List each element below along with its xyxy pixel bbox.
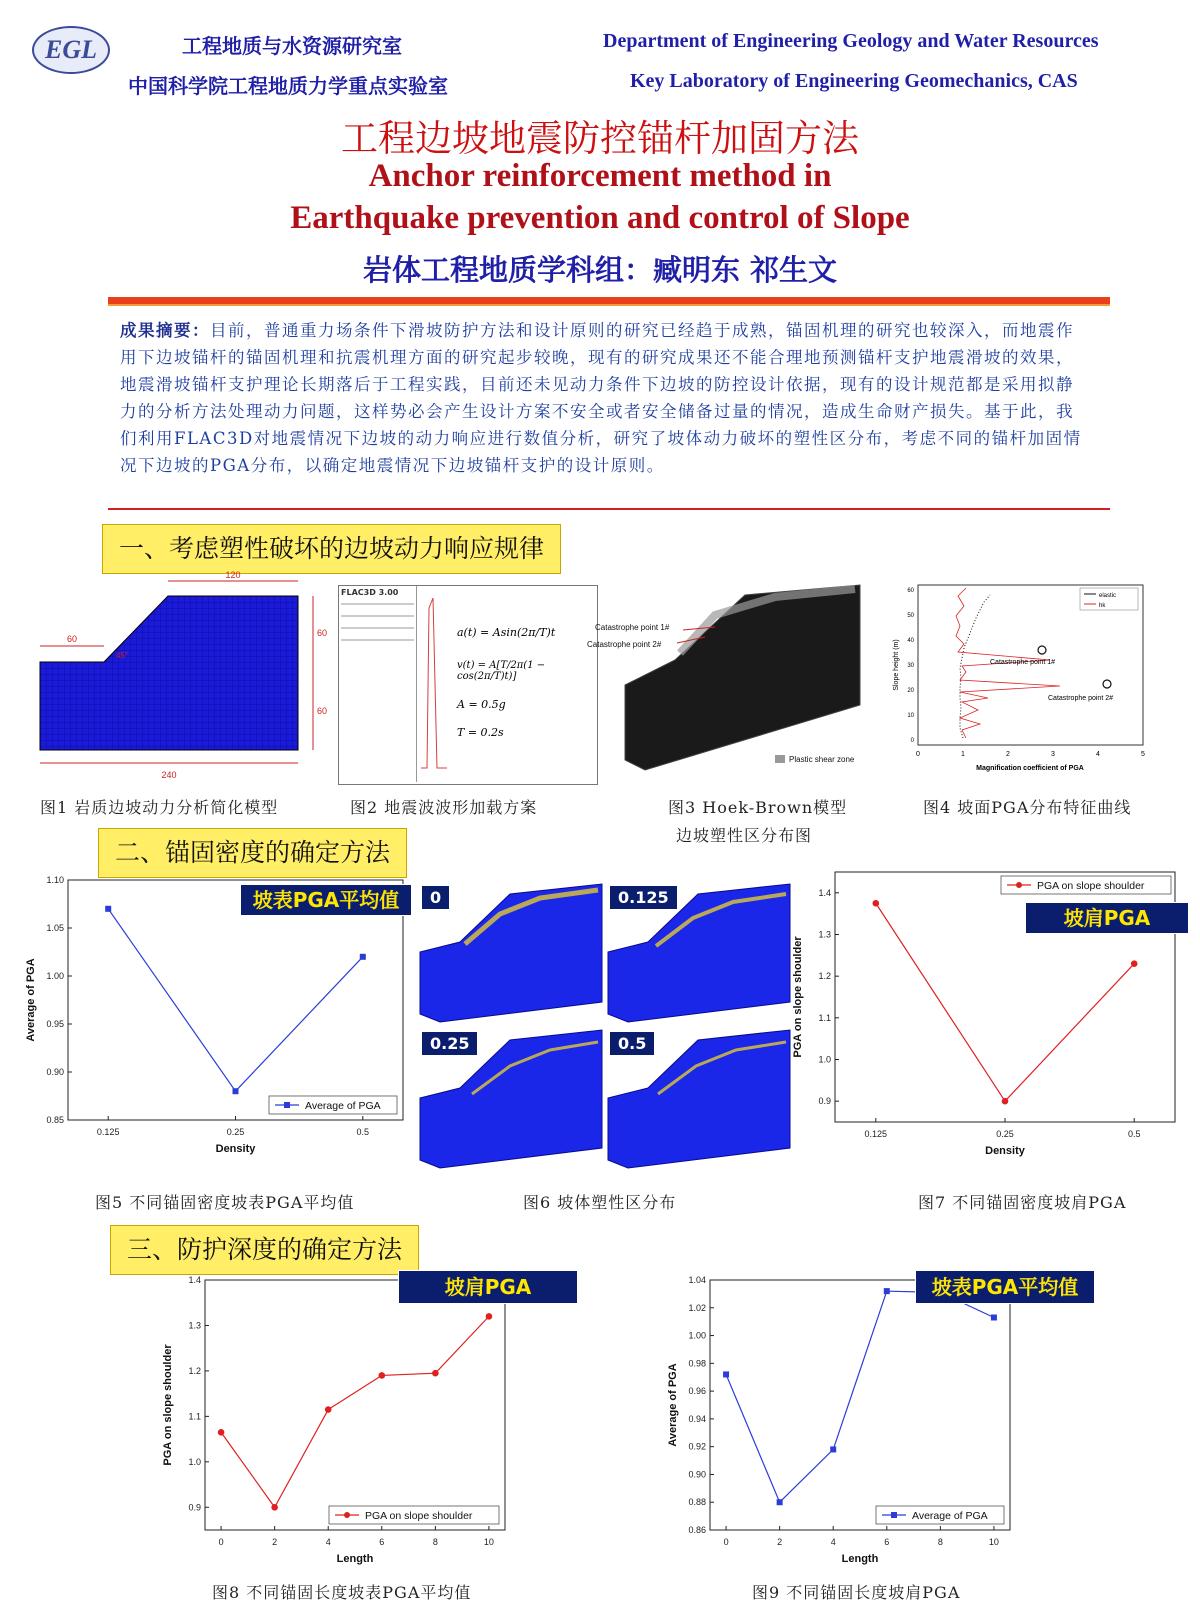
fig8-point-4 bbox=[432, 1370, 439, 1377]
fig8-ytick-1: 1.0 bbox=[188, 1456, 201, 1467]
fig6-panels bbox=[420, 884, 790, 1169]
fig2-formula-4: T = 0.2s bbox=[457, 726, 504, 739]
fig7-legend-label: PGA on slope shoulder bbox=[1037, 880, 1145, 892]
fig8-point-2 bbox=[325, 1406, 332, 1413]
fig9-legend-marker bbox=[891, 1512, 897, 1518]
fig9-ytick-1: 0.88 bbox=[688, 1497, 706, 1508]
fig3-caption-1: 图3 Hoek-Brown模型 bbox=[668, 798, 848, 817]
fig9-ytick-5: 0.96 bbox=[688, 1386, 706, 1397]
fig3-legend: Plastic shear zone bbox=[789, 755, 855, 764]
fig2-wave-panel bbox=[338, 585, 598, 785]
fig7-xtick-0: 0.125 bbox=[864, 1129, 888, 1139]
fig5-ytick-3: 1.00 bbox=[46, 971, 64, 981]
fig5-chart bbox=[20, 875, 415, 1170]
section-2-heading: 二、锚固密度的确定方法 bbox=[98, 828, 407, 878]
fig8-legend-label: PGA on slope shoulder bbox=[365, 1510, 473, 1522]
fig2-caption: 图2 地震波波形加载方案 bbox=[350, 798, 538, 817]
fig9-caption: 图9 不同锚固长度坡肩PGA bbox=[752, 1583, 961, 1602]
fig8-xtick-3: 6 bbox=[379, 1537, 385, 1547]
fig8-ytick-3: 1.2 bbox=[188, 1365, 201, 1376]
fig5-legend-label: Average of PGA bbox=[305, 1100, 381, 1112]
fig5-plot-frame bbox=[68, 880, 403, 1120]
fig8-ytick-2: 1.1 bbox=[188, 1411, 201, 1422]
fig9-ytick-4: 0.94 bbox=[688, 1413, 706, 1424]
fig8-ytick-5: 1.4 bbox=[188, 1275, 201, 1285]
fig8-point-1 bbox=[271, 1504, 278, 1511]
fig7-point-1 bbox=[1002, 1098, 1009, 1105]
fig8-badge: 坡肩PGA bbox=[398, 1270, 578, 1304]
fig2-formula-2: v(t) = A[T/2π(1 − cos(2π/T)t)] bbox=[457, 660, 546, 682]
title-en-line-1: Anchor reinforcement method in bbox=[368, 158, 832, 194]
fig4-legend-2: hk bbox=[1099, 603, 1106, 609]
fig2-formula-1: a(t) = Asin(2π/T)t bbox=[457, 626, 556, 639]
section-1-heading: 一、考虑塑性破坏的边坡动力响应规律 bbox=[102, 524, 561, 574]
fig5-legend-marker bbox=[284, 1102, 290, 1108]
fig1-dim-right-top: 60 bbox=[316, 628, 328, 638]
fig3-label-2: Catastrophe point 1# bbox=[595, 623, 670, 632]
fig9-xtick-4: 8 bbox=[937, 1537, 943, 1547]
fig4-xtick-4: 4 bbox=[1096, 751, 1100, 758]
fig7-ytick-4: 1.3 bbox=[818, 929, 831, 940]
fig9-xtick-1: 2 bbox=[777, 1537, 783, 1547]
fig8-chart-container bbox=[162, 1270, 585, 1580]
fig5-ytick-0: 0.85 bbox=[46, 1115, 64, 1125]
fig8-xtick-1: 2 bbox=[272, 1537, 278, 1547]
fig5-point-1 bbox=[233, 1088, 239, 1094]
fig6-label-3: 0.5 bbox=[610, 1032, 654, 1055]
fig4-legend-1: elastic bbox=[1099, 593, 1117, 599]
fig9-point-1 bbox=[777, 1499, 783, 1505]
fig1-dim-bottom: 240 bbox=[161, 770, 177, 780]
fig5-ytick-4: 1.05 bbox=[46, 923, 64, 933]
fig6-label-0: 0 bbox=[422, 886, 449, 909]
fig5-ylabel: Average of PGA bbox=[25, 958, 37, 1042]
fig9-ytick-3: 0.92 bbox=[688, 1441, 706, 1452]
fig1-slope-model bbox=[28, 570, 328, 788]
abstract-text: 目前，普通重力场条件下滑坡防护方法和设计原则的研究已经趋于成熟，锚固机理的研究也较深入，而地震作用下边坡锚杆的锚固机理和抗震机理方面的研究起步较晚，现有的研究成果还不能合理地预测锚杆支护地震滑坡的效果，地震滑坡锚杆支护理论长期落后于工程实践，目前还未见动力条件下边坡的防控设计依据，现有的设计规范都是采用拟静力的分析方法处理动力问题，这样势必会产生设计方案不安全或者安全储备过量的情况，造成生命财产损失。基于此，我们利用FLAC3D对地震情况下边坡的动力响应进行数值分析，研究了坡体动力破坏的塑性区分布，考虑不同的锚杆加固情况下边坡的PGA分布，以确定地震情况下边坡锚杆支护的设计原则。 bbox=[120, 321, 1082, 475]
fig9-chart bbox=[665, 1270, 1095, 1580]
fig4-ytick-3: 30 bbox=[907, 663, 914, 669]
fig9-ytick-6: 0.98 bbox=[688, 1358, 706, 1369]
fig8-xtick-5: 10 bbox=[483, 1537, 494, 1547]
fig8-legend-marker bbox=[344, 1512, 350, 1518]
fig6-caption: 图6 坡体塑性区分布 bbox=[523, 1193, 677, 1212]
fig6-label-1: 0.125 bbox=[610, 886, 677, 909]
fig3-caption-2: 边坡塑性区分布图 bbox=[676, 826, 813, 845]
fig5-point-2 bbox=[360, 954, 366, 960]
fig9-ytick-2: 0.90 bbox=[688, 1469, 706, 1480]
fig9-xtick-2: 4 bbox=[830, 1537, 836, 1547]
fig8-xtick-4: 8 bbox=[432, 1537, 438, 1547]
fig8-ylabel: PGA on slope shoulder bbox=[162, 1344, 174, 1466]
fig9-xtick-5: 10 bbox=[988, 1537, 999, 1547]
fig9-xtick-0: 0 bbox=[723, 1537, 729, 1547]
title-en-line-2: Earthquake prevention and control of Slope bbox=[290, 200, 910, 236]
fig4-ytick-2: 20 bbox=[907, 688, 914, 694]
fig7-caption: 图7 不同锚固密度坡肩PGA bbox=[918, 1193, 1127, 1212]
fig4-ytick-5: 50 bbox=[907, 613, 914, 619]
fig1-dim-angle: 45° bbox=[116, 651, 129, 660]
fig5-xtick-2: 0.5 bbox=[356, 1127, 370, 1137]
fig1-dim-left: 60 bbox=[66, 634, 78, 644]
fig9-plot-frame bbox=[710, 1280, 1010, 1530]
fig9-ylabel: Average of PGA bbox=[667, 1363, 679, 1447]
fig4-xtick-0: 0 bbox=[916, 751, 920, 758]
abstract-label: 成果摘要： bbox=[120, 321, 210, 340]
abstract-divider bbox=[108, 508, 1110, 510]
fig4-ytick-6: 60 bbox=[907, 588, 914, 594]
fig9-ytick-9: 1.04 bbox=[688, 1275, 706, 1285]
fig4-xtick-2: 2 bbox=[1006, 751, 1010, 758]
fig5-xtick-0: 0.125 bbox=[96, 1127, 120, 1137]
fig5-xtick-1: 0.25 bbox=[226, 1127, 245, 1137]
section-3-heading: 三、防护深度的确定方法 bbox=[110, 1225, 419, 1275]
fig7-point-0 bbox=[873, 900, 880, 907]
fig4-xtick-3: 3 bbox=[1051, 751, 1055, 758]
fig2-info-box bbox=[339, 586, 417, 782]
fig9-ytick-7: 1.00 bbox=[688, 1330, 706, 1341]
fig8-ytick-0: 0.9 bbox=[188, 1502, 201, 1513]
fig2-wave-plot bbox=[419, 588, 449, 778]
fig6-label-2: 0.25 bbox=[422, 1032, 477, 1055]
fig4-xtick-1: 1 bbox=[961, 751, 965, 758]
fig7-ytick-3: 1.2 bbox=[818, 971, 831, 982]
fig8-point-3 bbox=[378, 1372, 385, 1379]
fig1-dim-right-bottom: 60 bbox=[316, 706, 328, 716]
fig8-point-0 bbox=[218, 1429, 225, 1436]
fig8-xlabel: Length bbox=[336, 1553, 374, 1565]
fig9-chart-container bbox=[665, 1270, 1095, 1580]
fig7-ytick-1: 1.0 bbox=[818, 1054, 831, 1065]
fig9-point-0 bbox=[723, 1371, 729, 1377]
fig8-plot-frame bbox=[205, 1280, 505, 1530]
fig5-badge: 坡表PGA平均值 bbox=[240, 884, 412, 916]
fig4-ytick-1: 10 bbox=[907, 713, 914, 719]
fig4-label-2: Catastrophe point 1# bbox=[990, 659, 1055, 666]
fig5-ytick-2: 0.95 bbox=[46, 1019, 64, 1029]
fig5-ytick-5: 1.10 bbox=[46, 875, 64, 885]
fig7-xtick-1: 0.25 bbox=[996, 1129, 1014, 1139]
title-divider bbox=[108, 297, 1110, 306]
fig1-caption: 图1 岩质边坡动力分析简化模型 bbox=[40, 798, 279, 817]
fig9-ytick-8: 1.02 bbox=[688, 1302, 706, 1313]
fig9-point-3 bbox=[884, 1288, 890, 1294]
fig5-caption: 图5 不同锚固密度坡表PGA平均值 bbox=[95, 1193, 355, 1212]
fig7-legend-marker bbox=[1016, 882, 1022, 888]
fig5-ytick-1: 0.90 bbox=[46, 1067, 64, 1077]
fig9-badge: 坡表PGA平均值 bbox=[915, 1270, 1095, 1304]
fig5-point-0 bbox=[105, 906, 111, 912]
fig9-point-2 bbox=[830, 1446, 836, 1452]
fig8-xtick-0: 0 bbox=[218, 1537, 224, 1547]
lab-name-cn-1: 工程地质与水资源研究室 bbox=[182, 34, 402, 58]
fig1-dim-top: 120 bbox=[225, 570, 241, 580]
authors: 岩体工程地质学科组：臧明东 祁生文 bbox=[362, 253, 838, 287]
title-cn: 工程边坡地震防控锚杆加固方法 bbox=[341, 117, 859, 160]
fig4-label-1: Catastrophe point 2# bbox=[1048, 695, 1113, 702]
fig9-xtick-3: 6 bbox=[884, 1537, 890, 1547]
fig8-ytick-4: 1.3 bbox=[188, 1320, 201, 1331]
fig4-ytick-0: 0 bbox=[910, 738, 914, 744]
fig7-xlabel: Density bbox=[985, 1145, 1025, 1157]
fig7-ytick-5: 1.4 bbox=[818, 887, 831, 898]
egl-logo: EGL bbox=[32, 26, 110, 74]
fig8-xtick-2: 4 bbox=[325, 1537, 331, 1547]
fig4-ytick-4: 40 bbox=[907, 638, 914, 644]
fig7-ylabel: PGA on slope shoulder bbox=[792, 936, 804, 1058]
fig7-chart-container bbox=[792, 872, 1190, 1172]
fig3-plastic-zone bbox=[587, 585, 870, 780]
fig4-x-ticks bbox=[916, 751, 1145, 758]
fig2-box-title: FLAC3D 3.00 bbox=[341, 588, 399, 597]
fig3-legend-swatch bbox=[775, 755, 785, 763]
lab-name-cn-2: 中国科学院工程地质力学重点实验室 bbox=[128, 74, 448, 98]
fig8-point-5 bbox=[486, 1313, 493, 1320]
fig4-ylabel: Slope height (m) bbox=[893, 639, 900, 691]
fig7-badge: 坡肩PGA bbox=[1025, 902, 1189, 934]
fig9-legend-label: Average of PGA bbox=[912, 1510, 988, 1522]
fig4-xlabel: Magnification coefficient of PGA bbox=[976, 765, 1084, 772]
lab-name-en-1: Department of Engineering Geology and Water Resources bbox=[603, 30, 1099, 52]
lab-name-en-2: Key Laboratory of Engineering Geomechanics, CAS bbox=[630, 70, 1078, 92]
fig9-point-5 bbox=[991, 1315, 997, 1321]
fig2-formula-3: A = 0.5g bbox=[457, 698, 506, 711]
abstract bbox=[120, 317, 1085, 507]
fig5-xlabel: Density bbox=[215, 1143, 256, 1155]
fig7-point-2 bbox=[1131, 960, 1138, 967]
fig7-ytick-2: 1.1 bbox=[818, 1012, 831, 1023]
fig8-chart bbox=[162, 1270, 585, 1580]
fig3-label-1: Catastrophe point 2# bbox=[587, 640, 662, 649]
fig5-chart-container bbox=[20, 875, 415, 1170]
fig9-ytick-0: 0.86 bbox=[688, 1525, 706, 1535]
fig7-xtick-2: 0.5 bbox=[1127, 1129, 1141, 1139]
fig8-caption: 图8 不同锚固长度坡表PGA平均值 bbox=[212, 1583, 472, 1602]
fig4-caption: 图4 坡面PGA分布特征曲线 bbox=[923, 798, 1132, 817]
fig7-ytick-0: 0.9 bbox=[818, 1096, 831, 1107]
fig4-pga-curve bbox=[890, 580, 1155, 785]
fig4-y-ticks bbox=[907, 588, 914, 744]
fig4-xtick-5: 5 bbox=[1141, 751, 1145, 758]
fig9-xlabel: Length bbox=[841, 1553, 879, 1565]
